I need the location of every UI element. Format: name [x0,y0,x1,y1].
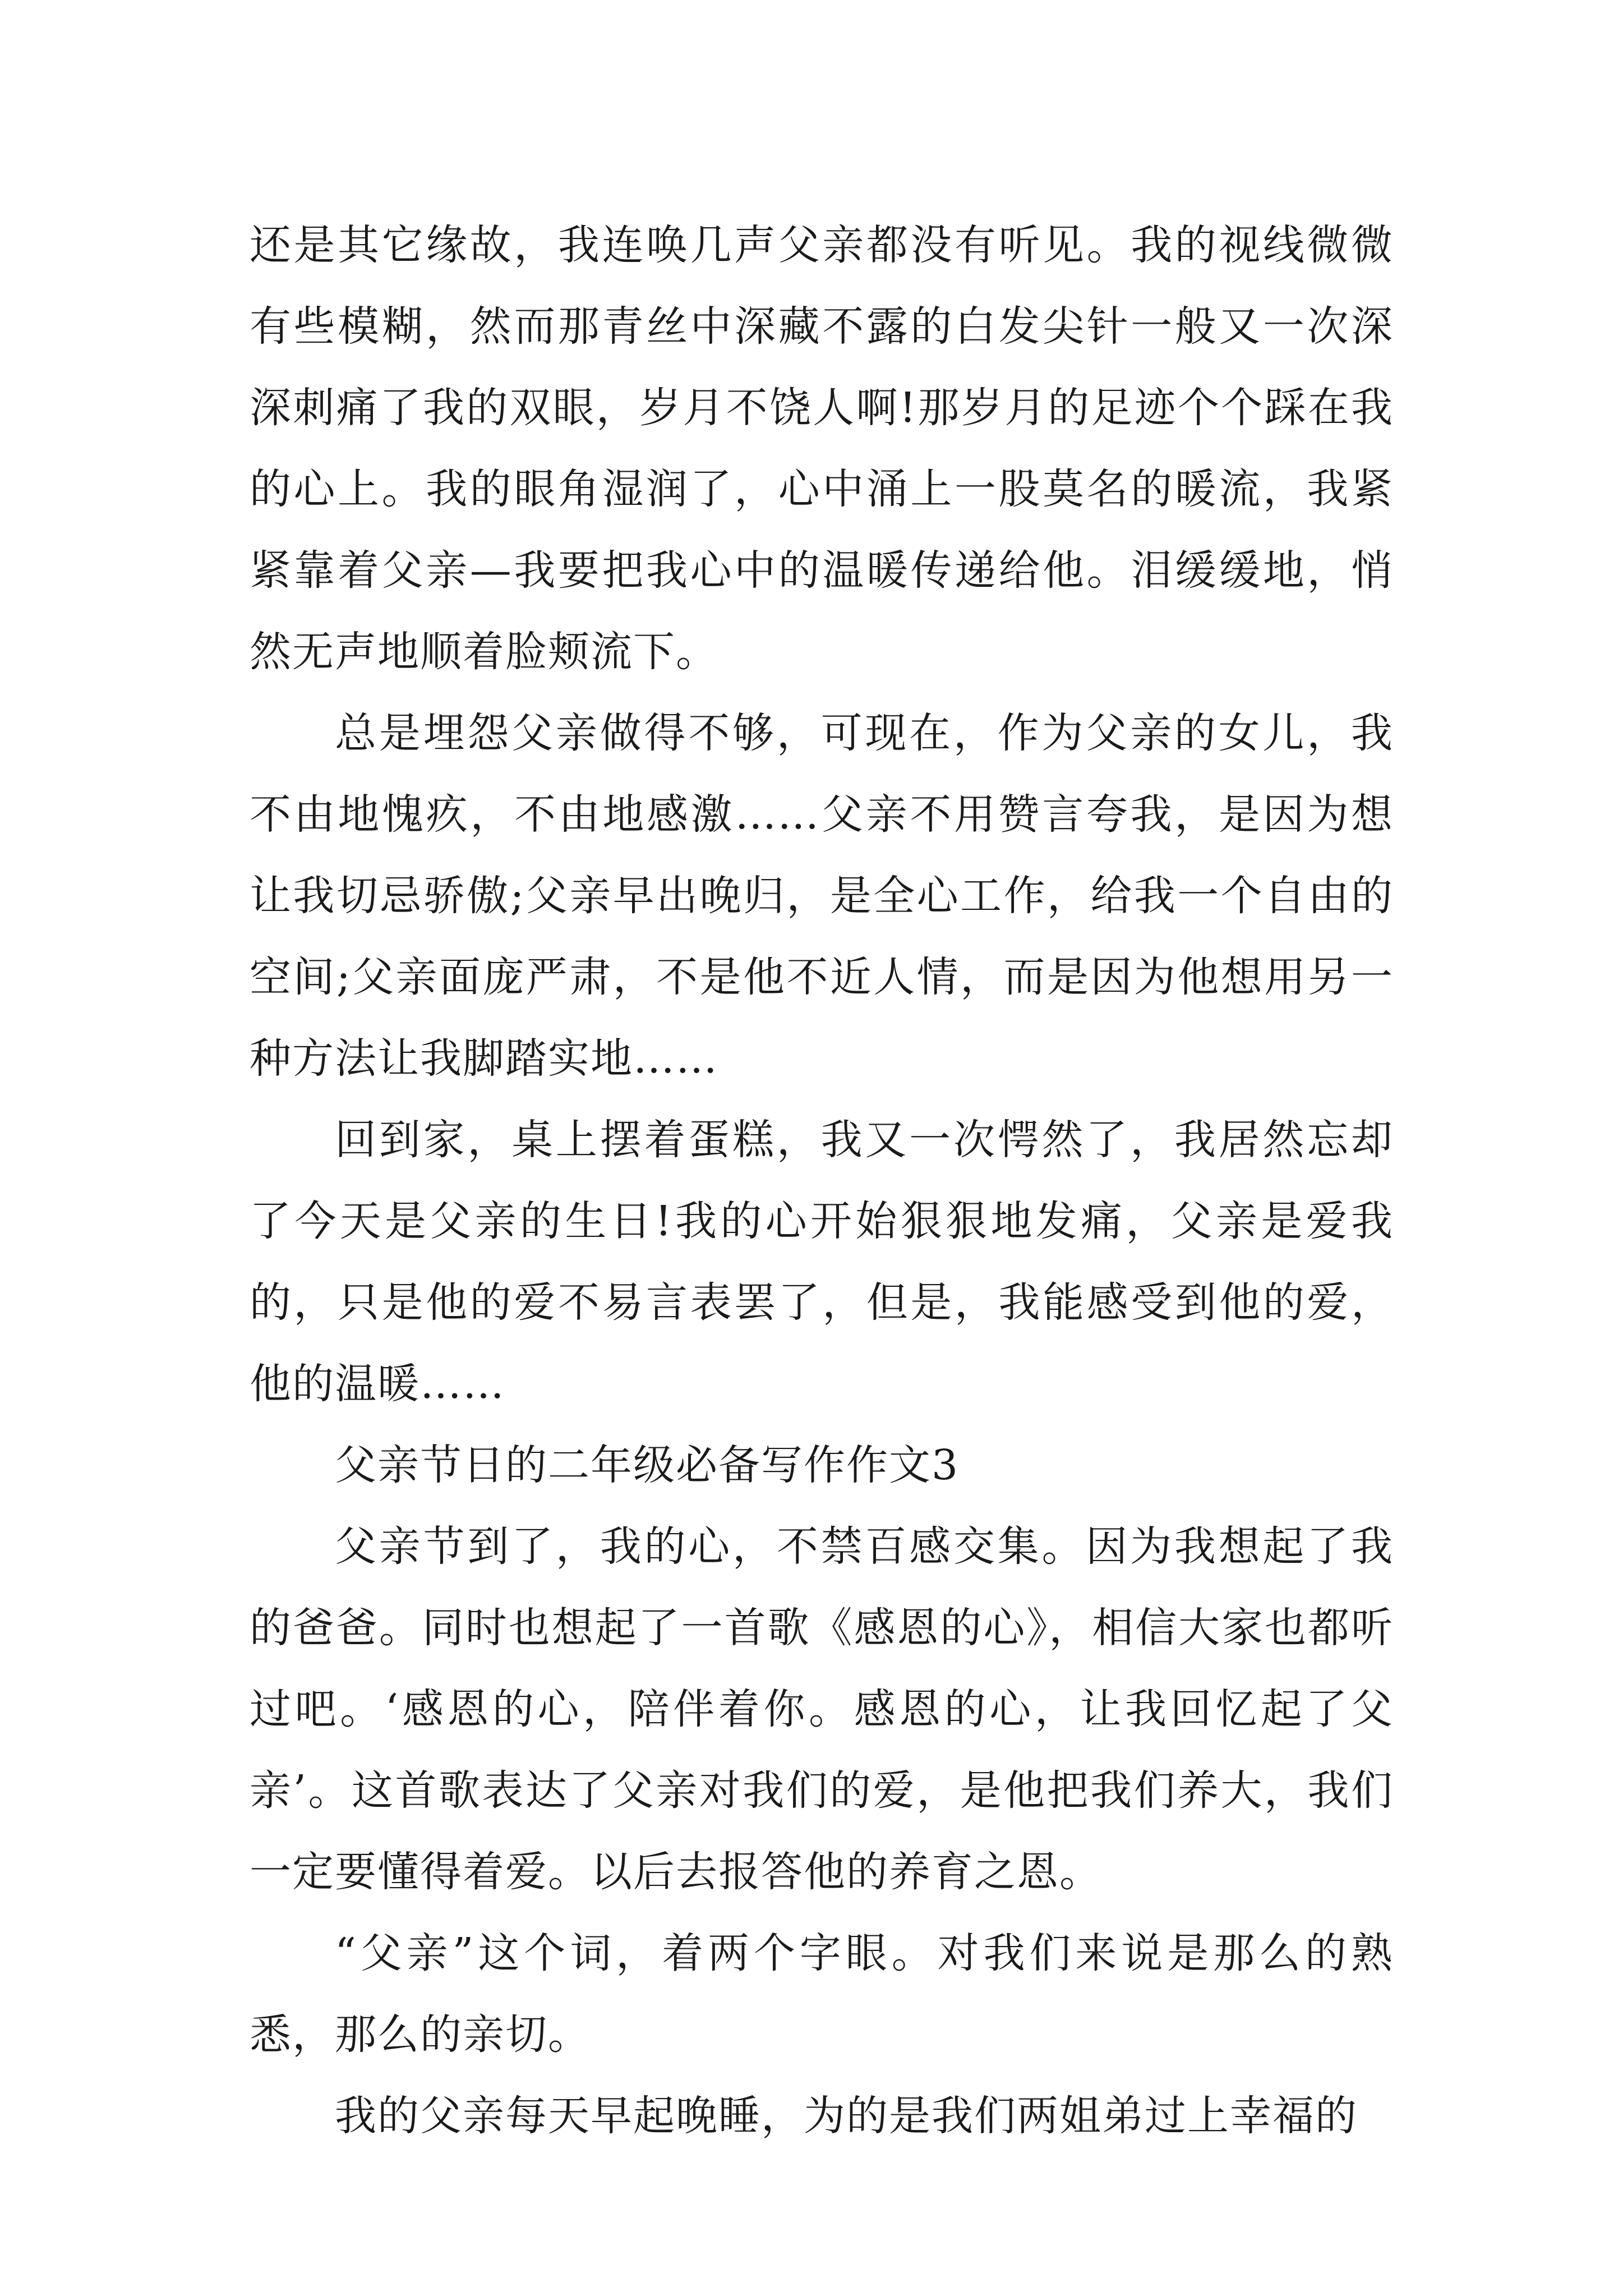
paragraph-continuation: 还是其它缘故，我连唤几声父亲都没有听见。我的视线微微有些模糊，然而那青丝中深藏不露的白发尖针一般又一次深深刺痛了我的双眼，岁月不饶人啊!那岁月的足迹个个踩在我的心上。我的眼角湿润了，心中涌上一股莫名的暖流，我紧紧靠着父亲—我要把我心中的温暖传递给他。泪缓缓地，悄然无声地顺着脸颊流下。 [250,221,1394,676]
paragraph: 回到家，桌上摆着蛋糕，我又一次愕然了，我居然忘却了今天是父亲的生日!我的心开始狠狠地发痛，父亲是爱我的，只是他的爱不易言表罢了，但是，我能感受到他的爱，他的温暖…… [250,1116,1394,1408]
paragraph: 总是埋怨父亲做得不够，可现在，作为父亲的女儿，我不由地愧疚，不由地感激……父亲不用赞言夸我，是因为想让我切忌骄傲;父亲早出晚归，是全心工作，给我一个自由的空间;父亲面庞严肃，不是他不近人情，而是因为他想用另一种方法让我脚踏实地…… [250,709,1394,1083]
section-heading: 父亲节日的二年级必备写作作文3 [335,1441,960,1489]
paragraph: 我的父亲每天早起晚睡，为的是我们两姐弟过上幸福的 [335,2092,1358,2140]
document-body [250,205,1394,2157]
paragraph: 父亲节到了，我的心，不禁百感交集。因为我想起了我的爸爸。同时也想起了一首歌《感恩的心》，相信大家也都听过吧。‘感恩的心，陪伴着你。感恩的心，让我回忆起了父亲’。这首歌表达了父亲对我们的爱，是他把我们养大，我们一定要懂得着爱。以后去报答他的养育之恩。 [250,1522,1394,1896]
paragraph: “父亲”这个词，着两个字眼。对我们来说是那么的熟悉，那么的亲切。 [250,1929,1394,2059]
